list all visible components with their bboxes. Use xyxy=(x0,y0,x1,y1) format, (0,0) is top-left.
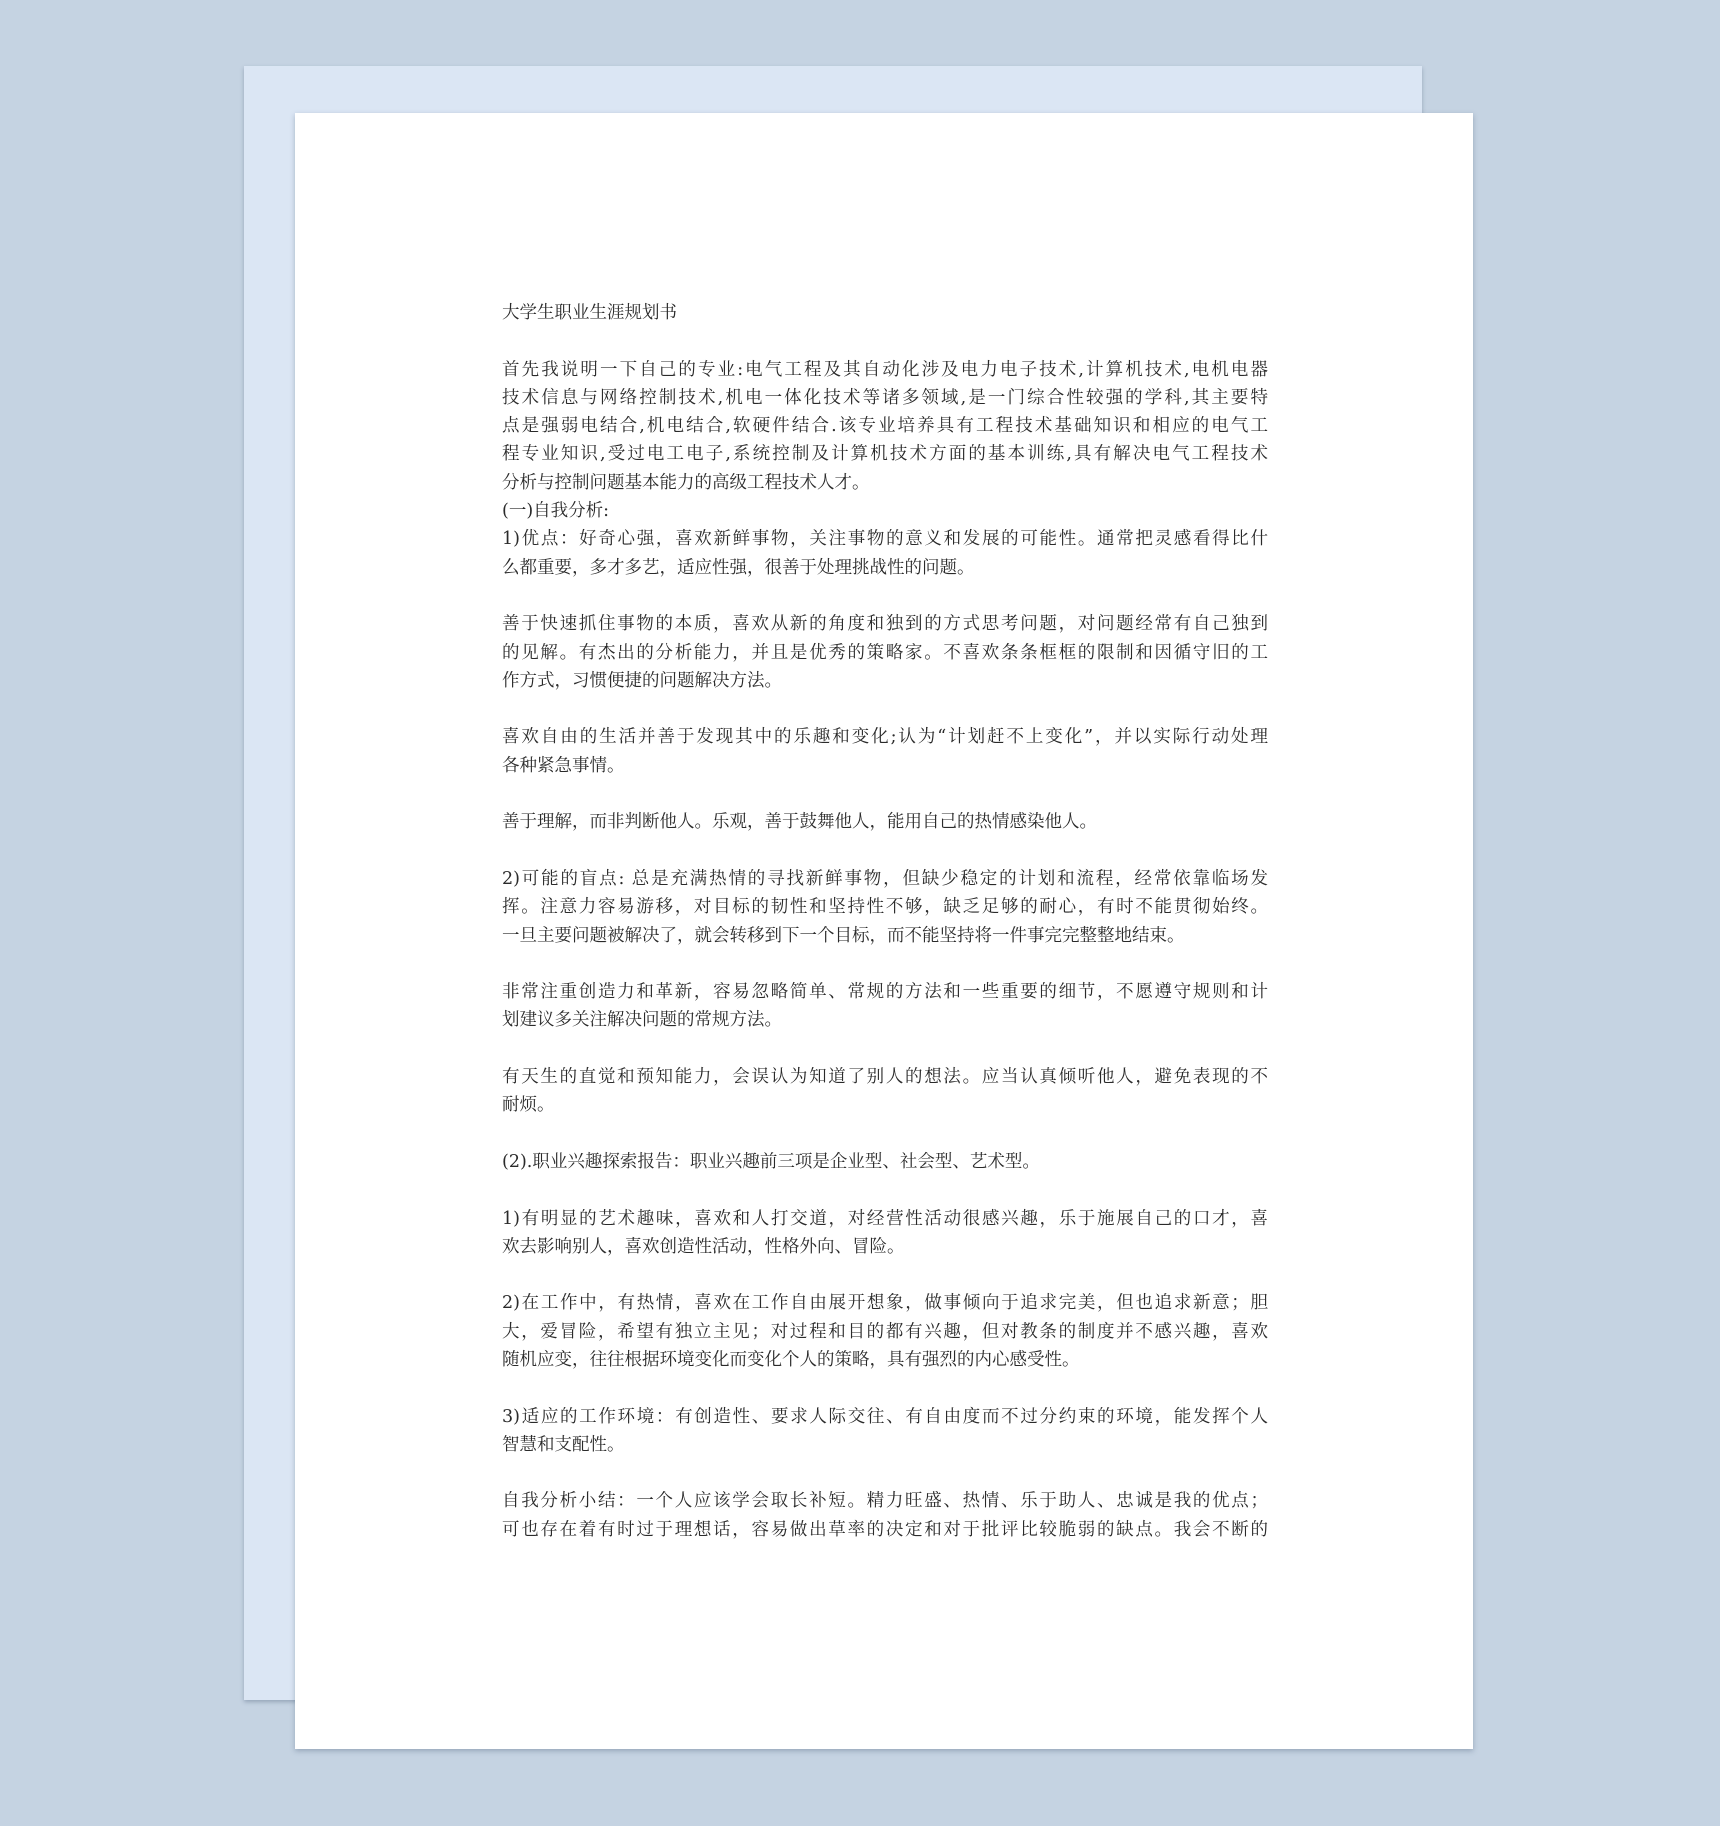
document-title: 大学生职业生涯规划书 xyxy=(502,303,677,323)
paragraph xyxy=(502,808,1268,836)
paragraph-line: 1)有明显的艺术趣味，喜欢和人打交道，对经营性活动很感兴趣，乐于施展自己的口才，喜 xyxy=(502,1208,1268,1229)
paragraph-line: 的见解。有杰出的分析能力，并且是优秀的策略家。不喜欢条条框框的限制和因循守旧的工 xyxy=(502,642,1268,663)
paragraph-line: 喜欢自由的生活并善于发现其中的乐趣和变化;认为“计划赶不上变化”，并以实际行动处理 xyxy=(502,727,1268,748)
blank-line xyxy=(502,1459,1268,1487)
paragraph-line: 2)在工作中，有热情，喜欢在工作自由展开想象，做事倾向于追求完美，但也追求新意；胆 xyxy=(502,1293,1268,1314)
paragraph xyxy=(502,978,1268,1035)
paragraph xyxy=(502,525,1268,582)
paragraph-line: 1)优点：好奇心强，喜欢新鲜事物，关注事物的意义和发展的可能性。通常把灵感看得比什 xyxy=(502,529,1268,550)
paragraph xyxy=(502,1403,1268,1460)
paragraph-line: 3)适应的工作环境：有创造性、要求人际交往、有自由度而不过分约束的环境，能发挥个人 xyxy=(502,1406,1268,1427)
blank-line xyxy=(502,1176,1268,1204)
blank-line xyxy=(502,695,1268,723)
blank-line xyxy=(502,582,1268,610)
blank-line xyxy=(502,950,1268,978)
blank-line xyxy=(502,837,1268,865)
paragraph xyxy=(502,1063,1268,1120)
paragraph xyxy=(502,1289,1268,1374)
blank-line xyxy=(502,1120,1268,1148)
paragraph-line: 各种紧急事情。 xyxy=(502,755,625,776)
paragraph xyxy=(502,1205,1268,1262)
blank-line xyxy=(502,780,1268,808)
blank-line xyxy=(502,1261,1268,1289)
paragraph-line: 善于快速抓住事物的本质，喜欢从新的角度和独到的方式思考问题，对问题经常有自己独到 xyxy=(502,614,1268,635)
paragraph-line: 随机应变，往往根据环境变化而变化个人的策略，具有强烈的内心感受性。 xyxy=(502,1349,1080,1370)
paragraph-line: 有天生的直觉和预知能力，会误认为知道了别人的想法。应当认真倾听他人，避免表现的不 xyxy=(502,1067,1268,1088)
paragraph-line: 挥。注意力容易游移，对目标的韧性和坚持性不够，缺乏足够的耐心，有时不能贯彻始终。 xyxy=(502,897,1268,918)
paragraph-line: 智慧和支配性。 xyxy=(502,1434,625,1455)
paragraph xyxy=(502,1487,1268,1544)
paragraph-line: 划建议多关注解决问题的常规方法。 xyxy=(502,1010,782,1031)
paragraph-line: 程专业知识,受过电工电子,系统控制及计算机技术方面的基本训练,具有解决电气工程技术 xyxy=(502,444,1268,465)
paragraph-line: (一)自我分析: xyxy=(502,501,610,522)
paragraph xyxy=(502,723,1268,780)
paragraph-line: 作方式，习惯便捷的问题解决方法。 xyxy=(502,670,782,691)
blank-line xyxy=(502,1374,1268,1402)
paragraph-line: 2)可能的盲点: 总是充满热情的寻找新鲜事物，但缺少稳定的计划和流程，经常依靠临场发 xyxy=(502,868,1268,889)
paragraph xyxy=(502,1148,1268,1176)
paragraph-line: 可也存在着有时过于理想话，容易做出草率的决定和对于批评比较脆弱的缺点。我会不断的 xyxy=(502,1519,1268,1540)
paragraph xyxy=(502,610,1268,695)
paragraph-line: 一旦主要问题被解决了，就会转移到下一个目标，而不能坚持将一件事完完整整地结束。 xyxy=(502,925,1185,946)
paragraph-list xyxy=(502,356,1268,1544)
paragraph-line: 大，爱冒险，希望有独立主见；对过程和目的都有兴趣，但对教条的制度并不感兴趣，喜欢 xyxy=(502,1321,1268,1342)
paragraph-line: 耐烦。 xyxy=(502,1095,555,1116)
paragraph-line: 技术信息与网络控制技术,机电一体化技术等诸多领域,是一门综合性较强的学科,其主要特 xyxy=(502,387,1268,408)
paragraph xyxy=(502,497,1268,525)
paragraph-line: 欢去影响别人，喜欢创造性活动，性格外向、冒险。 xyxy=(502,1236,905,1257)
paragraph-line: 分析与控制问题基本能力的高级工程技术人才。 xyxy=(502,472,870,493)
document-body xyxy=(502,299,1268,1544)
paragraph-line: 善于理解，而非判断他人。乐观，善于鼓舞他人，能用自己的热情感染他人。 xyxy=(502,812,1097,833)
blank-line xyxy=(502,327,1268,355)
blank-line xyxy=(502,1035,1268,1063)
paragraph-line: 自我分析小结：一个人应该学会取长补短。精力旺盛、热情、乐于助人、忠诚是我的优点； xyxy=(502,1491,1268,1512)
paragraph-line: 首先我说明一下自己的专业:电气工程及其自动化涉及电力电子技术,计算机技术,电机电器 xyxy=(502,359,1268,380)
paragraph xyxy=(502,865,1268,950)
paragraph-line: (2).职业兴趣探索报告：职业兴趣前三项是企业型、社会型、艺术型。 xyxy=(502,1151,1040,1172)
paragraph-line: 点是强弱电结合,机电结合,软硬件结合.该专业培养具有工程技术基础知识和相应的电气工 xyxy=(502,416,1268,437)
paragraph xyxy=(502,356,1268,497)
document-page xyxy=(295,113,1473,1749)
paragraph-line: 么都重要，多才多艺，适应性强，很善于处理挑战性的问题。 xyxy=(502,557,975,578)
paragraph-line: 非常注重创造力和革新，容易忽略简单、常规的方法和一些重要的细节，不愿遵守规则和计 xyxy=(502,982,1268,1003)
